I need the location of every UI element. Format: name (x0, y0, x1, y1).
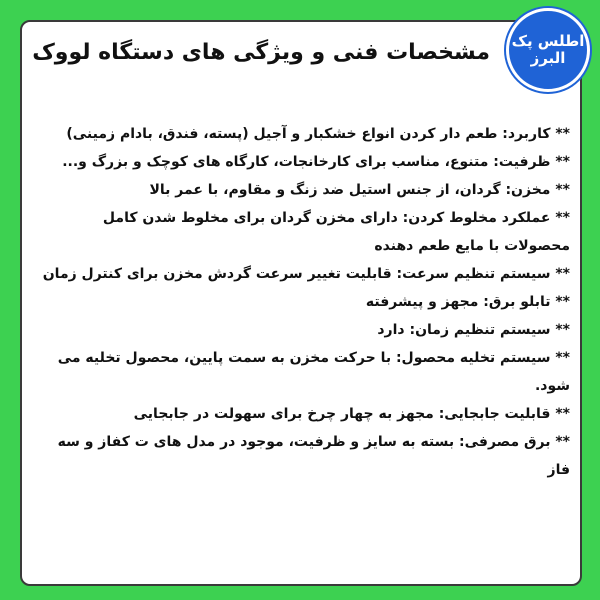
brand-name-line1: اطلس پک (511, 31, 585, 50)
brand-logo (506, 8, 590, 92)
spec-item-discharge: ** سیستم تخلیه محصول: با حرکت مخزن به سمت پایین، محصول تخلیه می شود. (57, 350, 570, 394)
spec-item-mobility: ** قابلیت جابجایی: مجهز به چهار چرخ برای سهولت در جابجایی (133, 406, 570, 422)
spec-item-tank: ** مخزن: گردان، از جنس استیل ضد زنگ و مقاوم، با عمر بالا (149, 182, 570, 198)
spec-item-speed-control: ** سیستم تنظیم سرعت: قابلیت تغییر سرعت گردش مخزن برای کنترل زمان (42, 266, 570, 282)
spec-item-capacity: ** ظرفیت: متنوع، مناسب برای کارخانجات، کارگاه های کوچک و بزرگ و... (62, 154, 570, 170)
spec-item-control-panel: ** تابلو برق: مجهز و پیشرفته (365, 294, 570, 310)
spec-item-usage: ** کاربرد: طعم دار کردن انواع خشکبار و آجیل (پسته، فندق، بادام زمینی) (66, 126, 570, 142)
spec-item-timer: ** سیستم تنظیم زمان: دارد (377, 322, 570, 338)
spec-list (40, 120, 570, 484)
spec-item-power: ** برق مصرفی: بسته به سایز و ظرفیت، موجود در مدل های ت کفاز و سه فاز (57, 434, 570, 478)
page-title: مشخصات فنی و ویژگی های دستگاه لووک (32, 40, 490, 65)
brand-name-line2: البرز (530, 49, 566, 67)
spec-item-mixing: ** عملکرد مخلوط کردن: دارای مخزن گردان برای مخلوط شدن کامل محصولات با مایع طعم دهنده (102, 210, 570, 254)
